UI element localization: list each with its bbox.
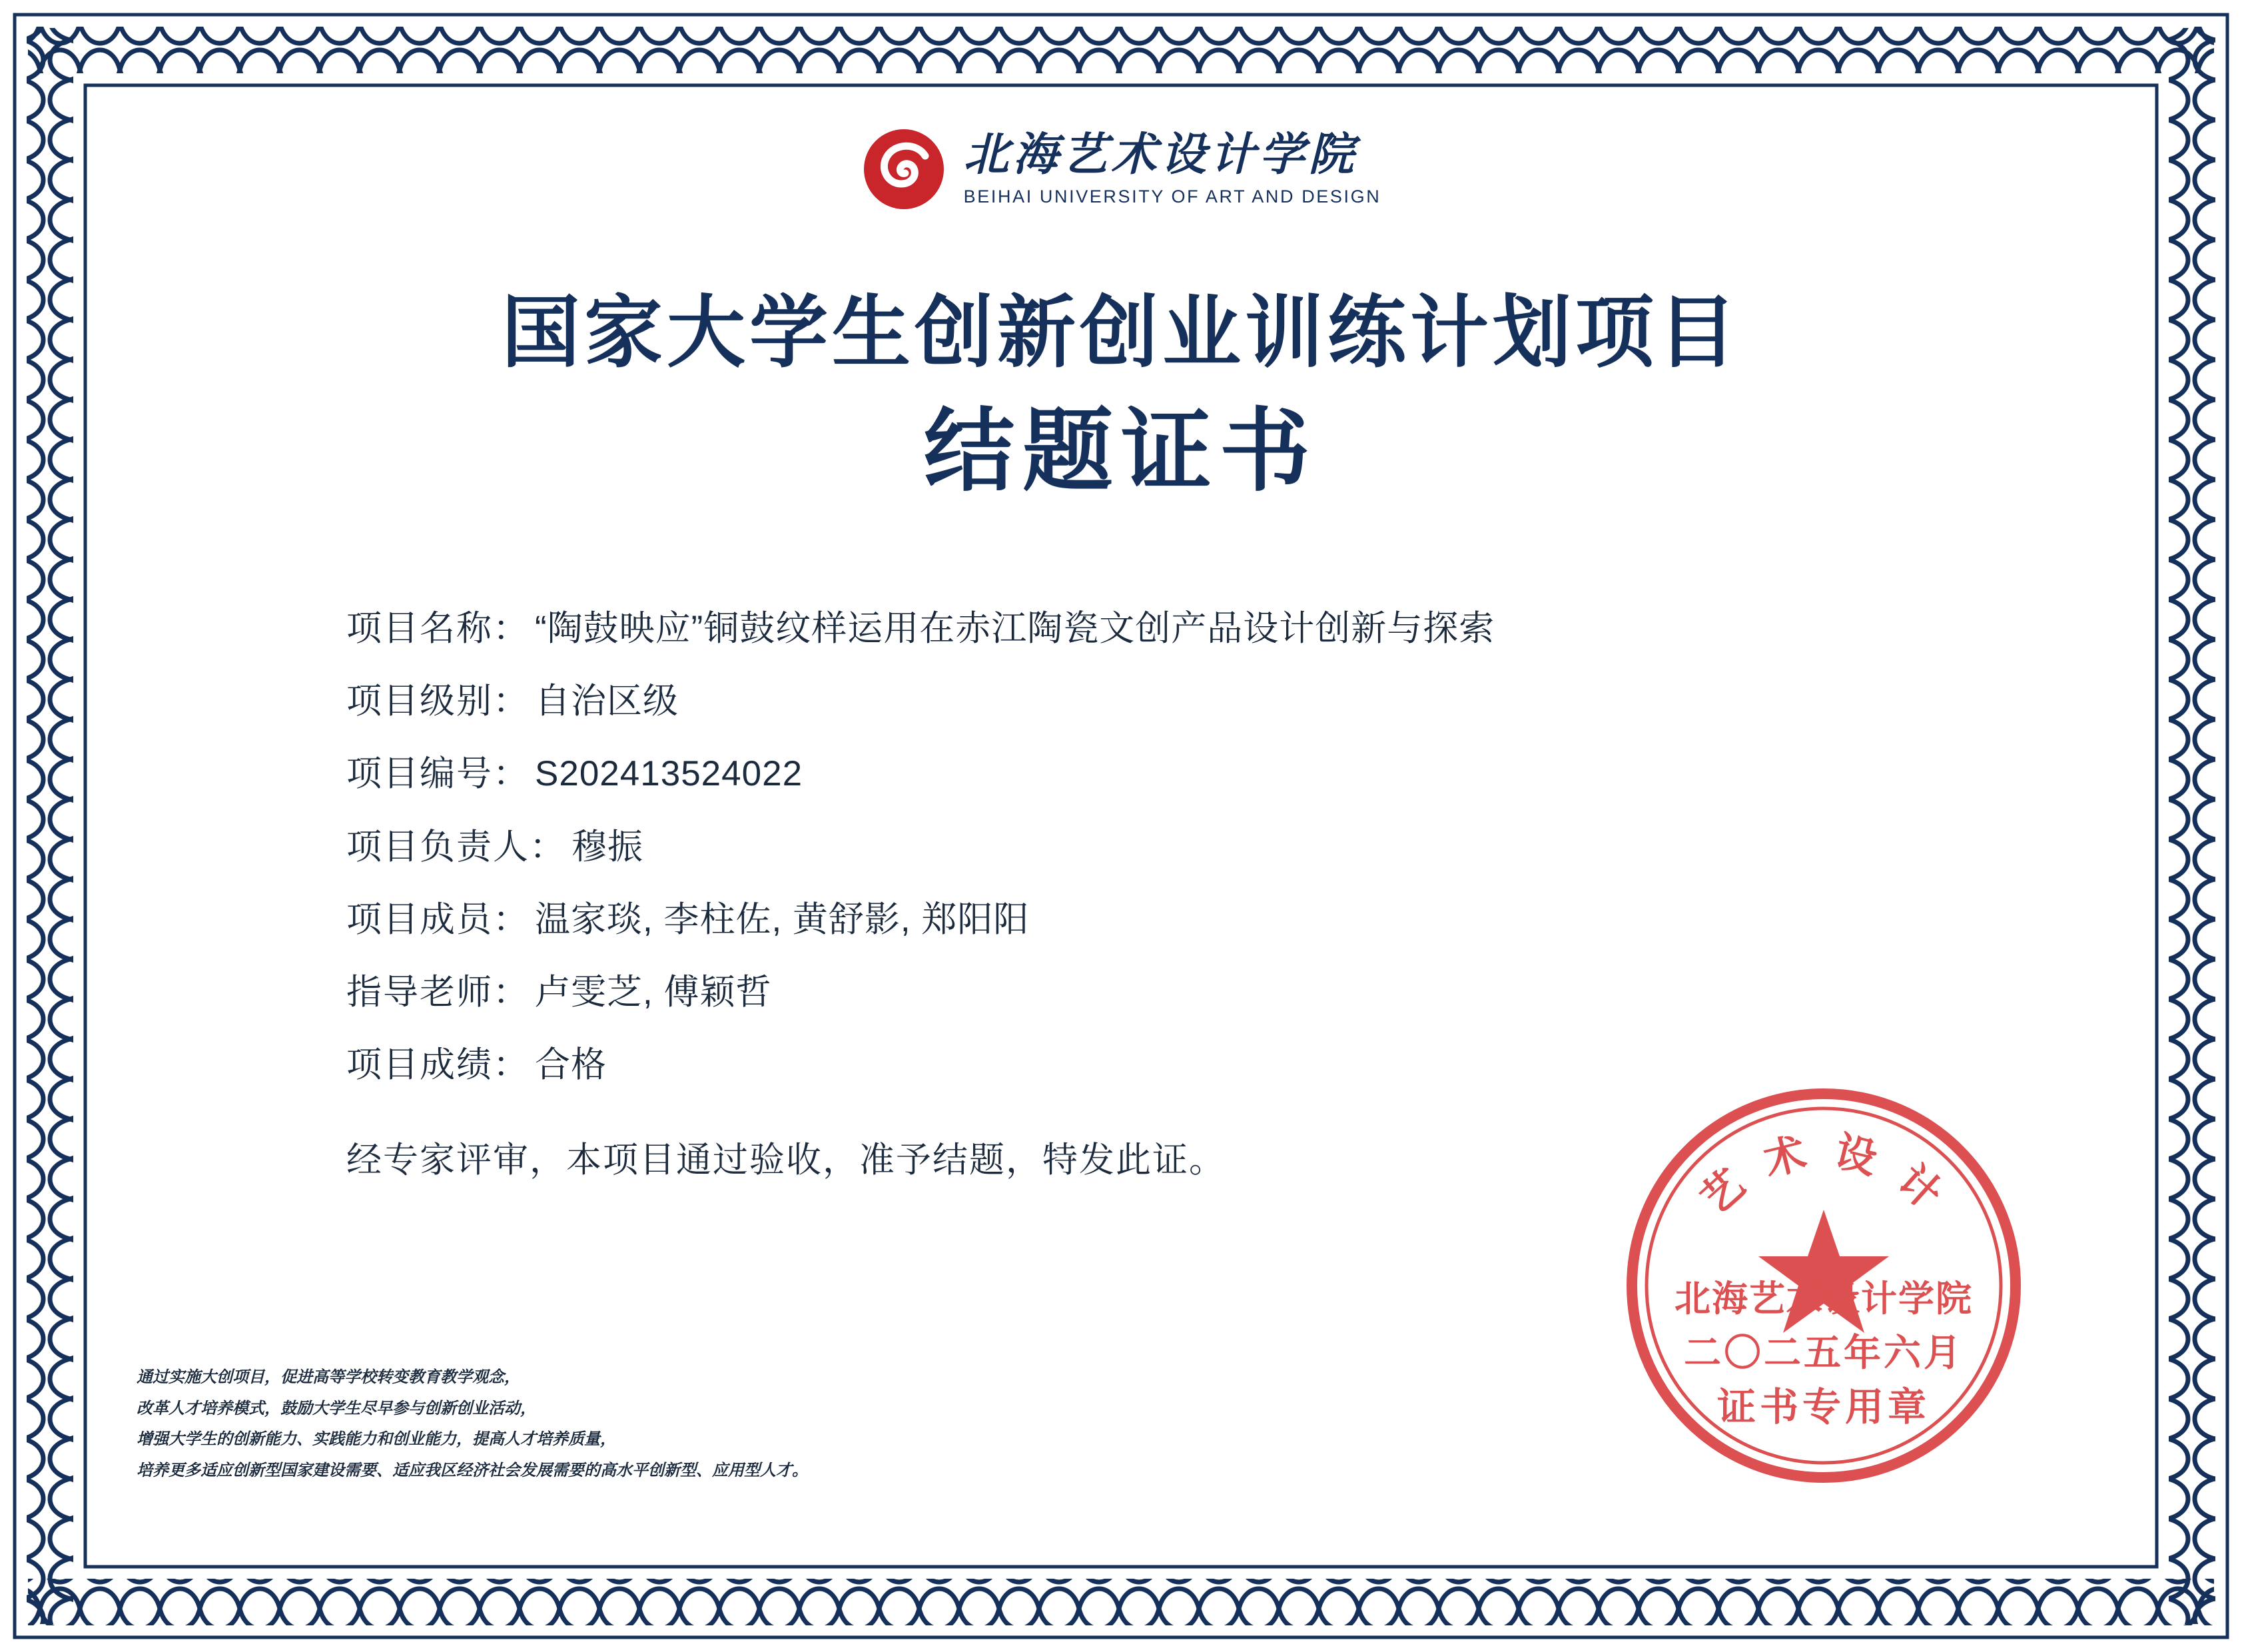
field-project-advisors [346,971,2142,1015]
seal-date-line: 二〇二五年六月 [1684,1333,1964,1374]
institution-name-cn: 北海艺术设计学院 [963,129,1358,180]
institution-name-group [964,131,1381,207]
footnote-block [137,1362,1136,1487]
seal-bottom-line: 证书专用章 [1716,1386,1931,1429]
certificate-statement: 经专家评审，本项目通过验收，准予结题，特发此证。 [346,1140,1226,1180]
certificate-title-line1: 国家大学生创新创业训练计划项目 [501,290,1740,377]
certificate-title-line2: 结题证书 [924,402,1318,502]
institution-name-en: BEIHAI UNIVERSITY OF ART AND DESIGN [963,187,1381,207]
footnote-line-1: 通过实施大创项目，促进高等学校转变教育教学观念， [137,1368,520,1386]
field-label: 项目负责人： [346,827,566,867]
swirl-logo-icon [861,127,946,212]
field-project-leader [346,825,2142,869]
certificate-body [100,80,2142,1572]
field-project-name [346,607,2142,651]
field-label: 项目级别： [346,681,530,721]
field-label: 项目成绩： [346,1045,530,1085]
field-label: 项目编号： [346,754,530,794]
field-project-members [346,898,2142,942]
field-value: S202413524022 [535,754,803,794]
seal-arc-text: 艺 术 设 计 [1692,1128,1955,1223]
field-value: “陶鼓映应”铜鼓纹样运用在赤江陶瓷文创产品设计创新与探索 [535,608,1495,648]
footnote-line-4: 培养更多适应创新型国家建设需要、适应我区经济社会发展需要的高水平创新型、应用型人才。 [137,1462,808,1480]
field-project-number [346,752,2142,796]
footnote-line-3: 增强大学生的创新能力、实践能力和创业能力，提高人才培养质量， [137,1431,616,1449]
field-project-level [346,679,2142,723]
field-label: 指导老师： [346,973,530,1013]
field-value: 卢雯芝, 傅颖哲 [535,973,772,1013]
institution-logo-block [100,127,2142,212]
official-seal [1617,1079,2030,1492]
field-label: 项目名称： [346,608,530,648]
field-value: 合格 [535,1045,607,1085]
field-label: 项目成员： [346,899,530,939]
field-value: 温家琰, 李柱佐, 黄舒影, 郑阳阳 [535,899,1030,939]
seal-institution-line: 北海艺术设计学院 [1675,1279,1973,1319]
svg-text:艺 术 设 计 [1693,1129,1955,1223]
field-value: 自治区级 [535,681,679,721]
field-value: 穆振 [571,827,643,867]
footnote-line-2: 改革人才培养模式，鼓励大学生尽早参与创新创业活动， [137,1400,536,1418]
